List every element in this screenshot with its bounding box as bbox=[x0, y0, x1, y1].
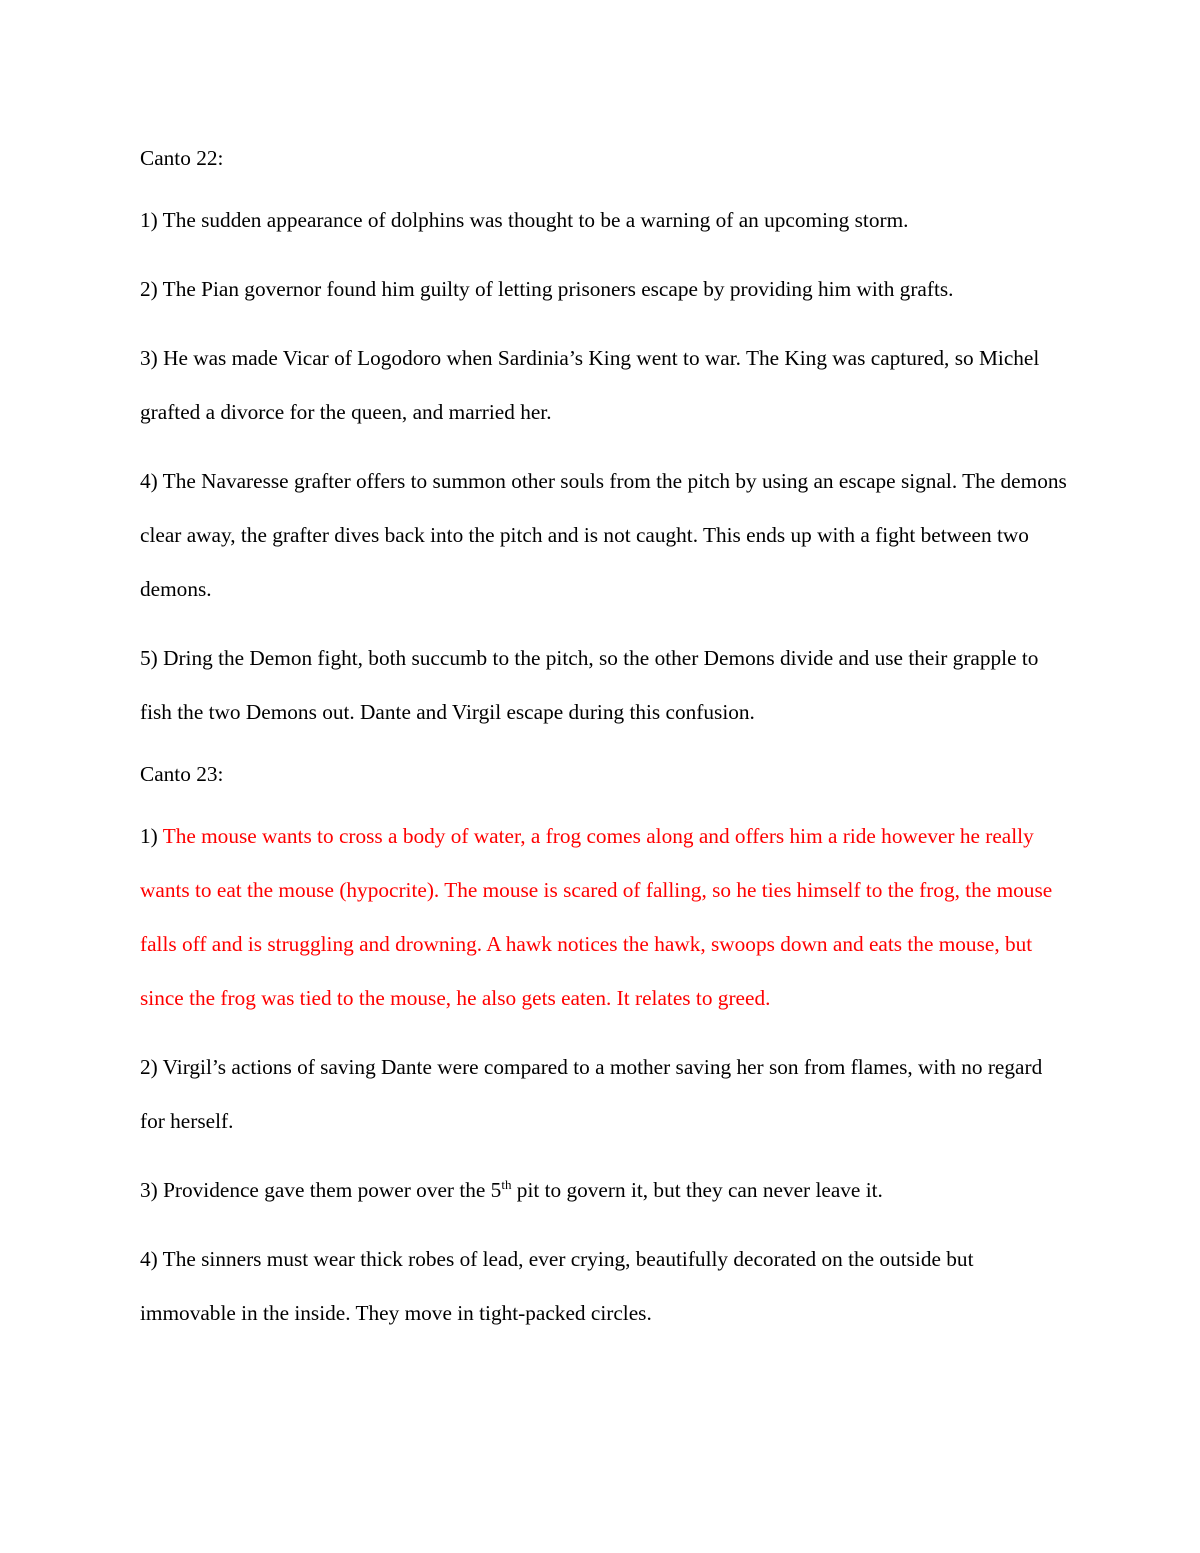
canto-23-item-3-after: pit to govern it, but they can never leave it. bbox=[511, 1178, 883, 1202]
canto-22-item-2: 2) The Pian governor found him guilty of letting prisoners escape by providing him with grafts. bbox=[140, 277, 954, 301]
canto-23-item-2: 2) Virgil’s actions of saving Dante were compared to a mother saving her son from flames, with no regard for herself. bbox=[140, 1055, 1043, 1133]
canto-22-heading: Canto 22: bbox=[140, 146, 224, 170]
document-body bbox=[140, 138, 1070, 1355]
canto-23-item-3-superscript: th bbox=[501, 1176, 512, 1192]
canto-22-item-4: 4) The Navaresse grafter offers to summon other souls from the pitch by using an escape signal. The demons clear away, the grafter dives back into the pitch and is not caught. This ends up with a fight between two demons. bbox=[140, 469, 1067, 601]
canto-23-item-3-before: 3) Providence gave them power over the 5 bbox=[140, 1178, 502, 1202]
canto-23-item-3 bbox=[140, 1163, 1070, 1217]
canto-23-heading: Canto 23: bbox=[140, 762, 224, 786]
canto-23-item-1-text: The mouse wants to cross a body of water, a frog comes along and offers him a ride however he really wants to eat the mouse (hypocrite). The mouse is scared of falling, so he ties himself to the frog, the mouse falls off and is struggling and drowning. A hawk notices the hawk, swoops down and eats the mouse, but since the frog was tied to the mouse, he also gets eaten. It relates to greed. bbox=[140, 824, 1053, 1010]
canto-22-item-5: 5) Dring the Demon fight, both succumb to the pitch, so the other Demons divide and use their grapple to fish the two Demons out. Dante and Virgil escape during this confusion. bbox=[140, 646, 1039, 724]
canto-23-item-1 bbox=[140, 809, 1070, 1025]
canto-22-item-3: 3) He was made Vicar of Logodoro when Sardinia’s King went to war. The King was captured, so Michel grafted a divorce for the queen, and married her. bbox=[140, 346, 1040, 424]
canto-23-item-1-number: 1) bbox=[140, 824, 163, 848]
canto-23-item-4: 4) The sinners must wear thick robes of lead, ever crying, beautifully decorated on the outside but immovable in the inside. They move in tight-packed circles. bbox=[140, 1247, 974, 1325]
canto-22-item-1: 1) The sudden appearance of dolphins was thought to be a warning of an upcoming storm. bbox=[140, 208, 909, 232]
